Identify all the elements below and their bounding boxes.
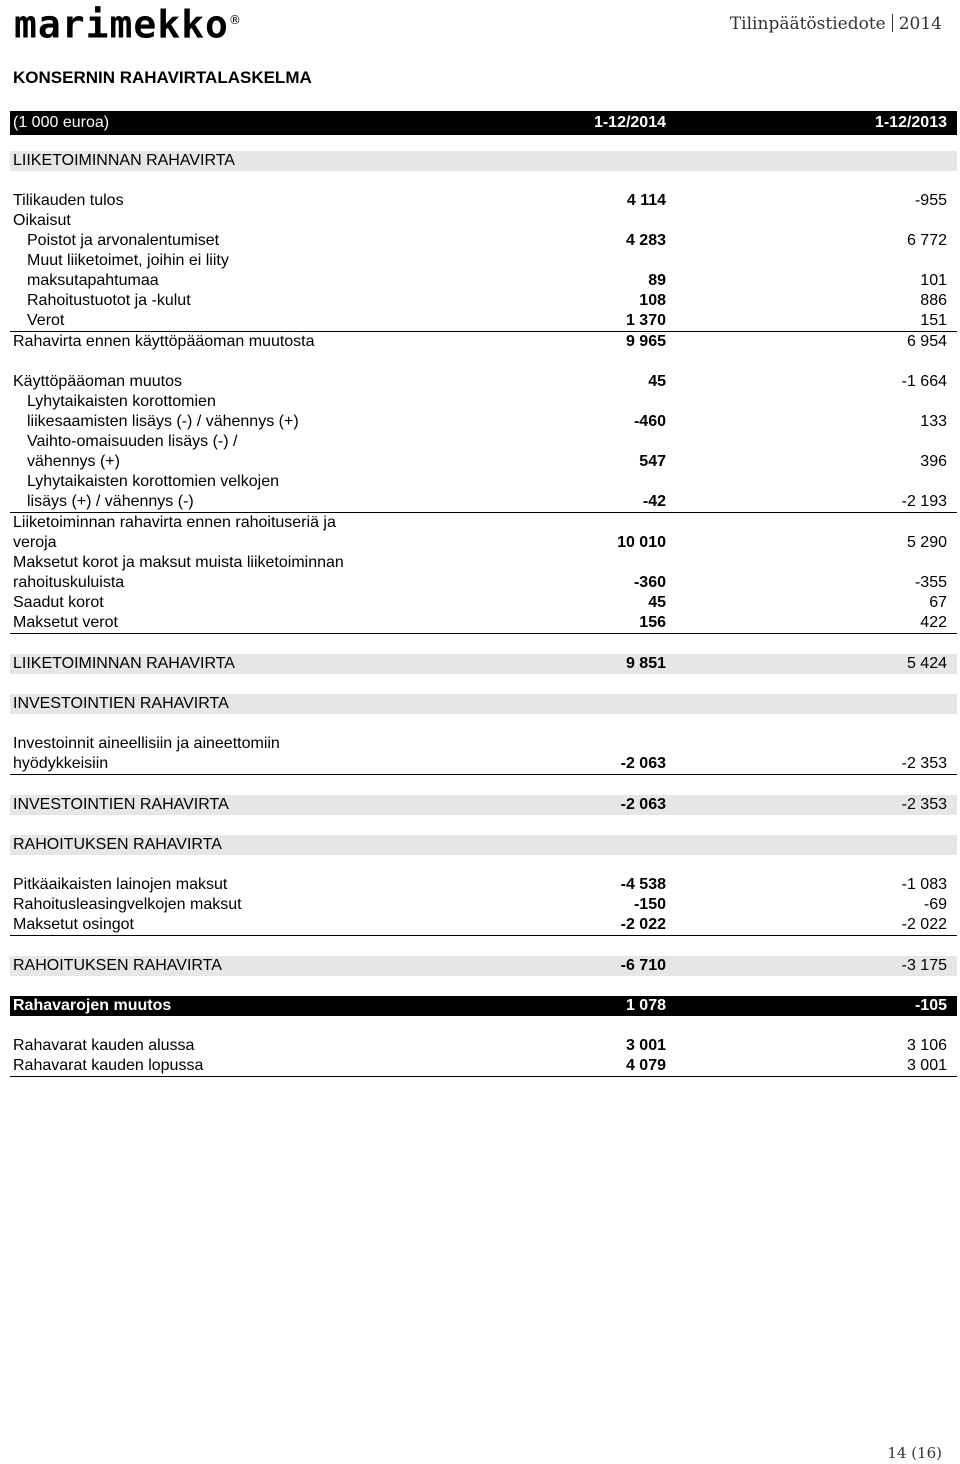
value-2013: 3 106 [906,1037,947,1054]
table-row [10,895,957,915]
table-row [10,412,957,432]
table-row [10,1056,957,1077]
row-label: Maksetut verot [13,614,118,631]
row-label: veroja [13,534,57,551]
table-row [10,211,957,231]
value-2014: -150 [633,896,666,913]
value-2014: -2 063 [620,755,666,772]
header-spacer [10,135,957,151]
row-spacer [10,352,957,372]
value-2014: 108 [639,292,666,309]
value-2013: 396 [920,453,947,470]
value-2013: -2 193 [901,493,947,510]
row-spacer [10,634,957,654]
row-label: Liiketoiminnan rahavirta ennen rahoituseriä ja [13,514,336,531]
value-2013: 6 954 [906,333,947,350]
value-2014: 4 079 [625,1057,666,1074]
row-spacer [10,674,957,694]
doc-year: 2014 [898,14,942,34]
table-row [10,291,957,311]
table-row [10,231,957,251]
row-label: Maksetut korot ja maksut muista liiketoiminnan [13,554,344,571]
value-2013: -355 [914,574,947,591]
table-row [10,492,957,513]
value-2013: -2 353 [901,755,947,772]
value-2013: -69 [923,896,947,913]
row-label: Pitkäaikaisten lainojen maksut [13,876,228,893]
value-2014: -2 022 [620,916,666,933]
table-row [10,392,957,412]
table-row [10,191,957,211]
row-label: RAHOITUKSEN RAHAVIRTA [13,957,222,974]
row-label: LIIKETOIMINNAN RAHAVIRTA [13,655,235,672]
value-2013: -105 [914,997,947,1014]
row-label: Muut liiketoimet, joihin ei liity [27,252,229,269]
section-row [10,996,957,1016]
table-row [10,432,957,452]
value-2013: 6 772 [906,232,947,249]
row-label: Poistot ja arvonalentumiset [27,232,220,249]
table-row [10,875,957,895]
unit-label: (1 000 euroa) [13,114,110,131]
value-2014: 3 001 [625,1037,666,1054]
row-label: LIIKETOIMINNAN RAHAVIRTA [13,152,235,169]
row-label: Oikaisut [13,212,71,229]
value-2013: -1 664 [901,373,947,390]
value-2014: 1 370 [625,312,666,329]
row-label: Lyhytaikaisten korottomien velkojen [27,473,279,490]
value-2014: 45 [648,373,666,390]
row-spacer [10,1016,957,1036]
row-label: Tilikauden tulos [13,192,124,209]
title-separator [892,14,893,32]
table-row [10,754,957,775]
table-row [10,251,957,271]
row-label: INVESTOINTIEN RAHAVIRTA [13,796,229,813]
marimekko-logo [14,0,242,45]
table-header-row [10,111,957,135]
value-2014: -460 [633,413,666,430]
row-label: RAHOITUKSEN RAHAVIRTA [13,836,222,853]
row-label: Rahoitusleasingvelkojen maksut [13,896,242,913]
value-2013: -2 353 [901,796,947,813]
row-spacer [10,171,957,191]
value-2014: 547 [639,453,666,470]
row-label: Investoinnit aineellisiin ja aineettomiin [13,735,280,752]
value-2013: -955 [914,192,947,209]
row-spacer [10,775,957,795]
value-2013: 422 [920,614,947,631]
table-row [10,513,957,533]
value-2013: 5 290 [906,534,947,551]
row-spacer [10,815,957,835]
row-label: Lyhytaikaisten korottomien [27,393,216,410]
registered-mark-icon: ® [228,13,242,27]
value-2014: -4 538 [620,876,666,893]
value-2014: -2 063 [620,796,666,813]
value-2014: -42 [642,493,666,510]
table-row [10,472,957,492]
value-2013: -3 175 [901,957,947,974]
section-row [10,654,957,674]
doc-title-text: Tilinpäätöstiedote [729,14,886,34]
column-2013-header: 1-12/2013 [874,114,947,131]
row-label: Käyttöpääoman muutos [13,373,182,390]
row-label: maksutapahtumaa [27,272,159,289]
table-row [10,613,957,634]
value-2014: 45 [648,594,666,611]
row-label: Verot [27,312,65,329]
row-spacer [10,976,957,996]
value-2013: -2 022 [901,916,947,933]
table-row [10,332,957,352]
value-2013: 5 424 [906,655,947,672]
row-label: Rahavarojen muutos [13,997,172,1014]
row-label: Saadut korot [13,594,104,611]
table-row [10,311,957,332]
value-2014: 89 [648,272,666,289]
table-row [10,533,957,553]
cash-flow-table [10,111,957,1077]
value-2013: 151 [920,312,947,329]
value-2014: 4 114 [626,192,666,209]
row-label: hyödykkeisiin [13,755,109,772]
value-2014: -6 710 [620,957,666,974]
report-title: KONSERNIN RAHAVIRTALASKELMA [13,68,312,87]
value-2014: -360 [633,574,666,591]
row-spacer [10,936,957,956]
row-label: Maksetut osingot [13,916,134,933]
value-2013: -1 083 [901,876,947,893]
column-2014-header: 1-12/2014 [593,114,666,131]
page-number: 14 (16) [887,1444,942,1462]
section-row [10,795,957,815]
section-row [10,694,957,714]
value-2014: 9 965 [625,333,666,350]
table-row [10,573,957,593]
table-row [10,593,957,613]
row-label: Rahavarat kauden lopussa [13,1057,204,1074]
value-2014: 10 010 [617,534,666,551]
document-title [730,14,942,34]
row-spacer [10,714,957,734]
table-row [10,553,957,573]
brand-name: marimekko [14,2,229,47]
row-label: rahoituskuluista [13,574,125,591]
row-label: Rahavarat kauden alussa [13,1037,195,1054]
row-label: liikesaamisten lisäys (-) / vähennys (+) [27,413,299,430]
section-row [10,151,957,171]
table-row [10,372,957,392]
value-2014: 156 [639,614,666,631]
value-2013: 101 [920,272,947,289]
value-2013: 3 001 [906,1057,947,1074]
value-2013: 886 [920,292,947,309]
table-row [10,734,957,754]
table-body [10,151,957,1077]
value-2013: 67 [929,594,947,611]
table-row [10,452,957,472]
value-2014: 4 283 [625,232,666,249]
table-row [10,1036,957,1056]
section-row [10,956,957,976]
value-2013: 133 [920,413,947,430]
row-label: Rahavirta ennen käyttöpääoman muutosta [13,333,315,350]
row-label: INVESTOINTIEN RAHAVIRTA [13,695,229,712]
table-row [10,271,957,291]
row-label: Rahoitustuotot ja -kulut [27,292,191,309]
row-spacer [10,855,957,875]
row-label: Vaihto-omaisuuden lisäys (-) / [27,433,238,450]
value-2014: 9 851 [625,655,666,672]
table-row [10,915,957,936]
section-row [10,835,957,855]
row-label: vähennys (+) [27,453,120,470]
value-2014: 1 078 [625,997,666,1014]
row-label: lisäys (+) / vähennys (-) [27,493,194,510]
